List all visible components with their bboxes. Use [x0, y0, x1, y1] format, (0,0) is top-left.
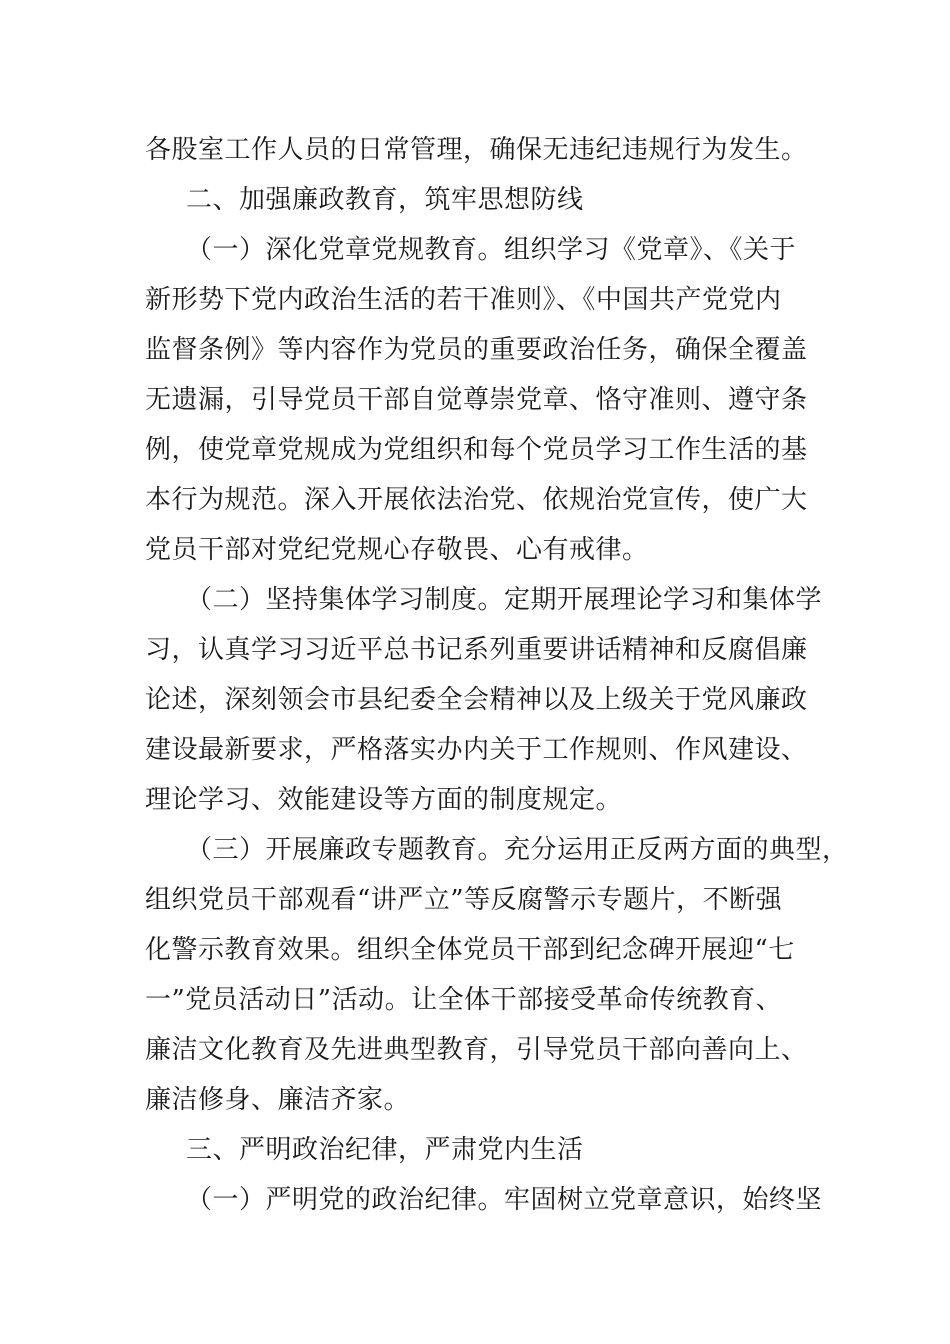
text-line: 论述，深刻领会市县纪委全会精神以及上级关于党风廉政 [145, 685, 808, 715]
text-line: 无遗漏，引导党员干部自觉尊崇党章、恪守准则、遵守条 [145, 385, 808, 415]
text-line: （一）严明党的政治纪律。牢固树立党章意识，始终坚 [186, 1185, 823, 1215]
text-line: 监督条例》等内容作为党员的重要政治任务，确保全覆盖 [145, 335, 808, 365]
text-line: 新形势下党内政治生活的若干准则》、《中国共产党党内 [145, 285, 782, 315]
text-line: 廉洁文化教育及先进典型教育，引导党员干部向善向上、 [145, 1035, 808, 1065]
text-line: 本行为规范。深入开展依法治党、依规治党宣传，使广大 [145, 485, 808, 515]
text-line: （三）开展廉政专题教育。充分运用正反两方面的典型， [186, 835, 849, 865]
text-line: （一）深化党章党规教育。组织学习《党章》、《关于 [186, 235, 797, 265]
text-line: 建设最新要求，严格落实办内关于工作规则、作风建设、 [145, 735, 808, 765]
text-line: 习，认真学习习近平总书记系列重要讲话精神和反腐倡廉 [145, 635, 808, 665]
text-line: 理论学习、效能建设等方面的制度规定。 [145, 785, 623, 815]
text-line: 一”党员活动日”活动。让全体干部接受革命传统教育、 [145, 985, 783, 1015]
text-line: （二）坚持集体学习制度。定期开展理论学习和集体学 [186, 585, 823, 615]
text-line: 各股室工作人员的日常管理，确保无违纪违规行为发生。 [145, 135, 808, 165]
text-line: 化警示教育效果。组织全体党员干部到纪念碑开展迎“七 [145, 935, 795, 965]
text-line: 廉洁修身、廉洁齐家。 [145, 1085, 411, 1115]
section-heading: 二、加强廉政教育，筑牢思想防线 [186, 185, 584, 215]
text-line: 党员干部对党纪党规心存敬畏、心有戒律。 [145, 535, 649, 565]
text-line: 组织党员干部观看“讲严立”等反腐警示专题片，不断强 [145, 885, 783, 915]
text-line: 例，使党章党规成为党组织和每个党员学习工作生活的基 [145, 435, 808, 465]
section-heading: 三、严明政治纪律，严肃党内生活 [186, 1135, 584, 1165]
